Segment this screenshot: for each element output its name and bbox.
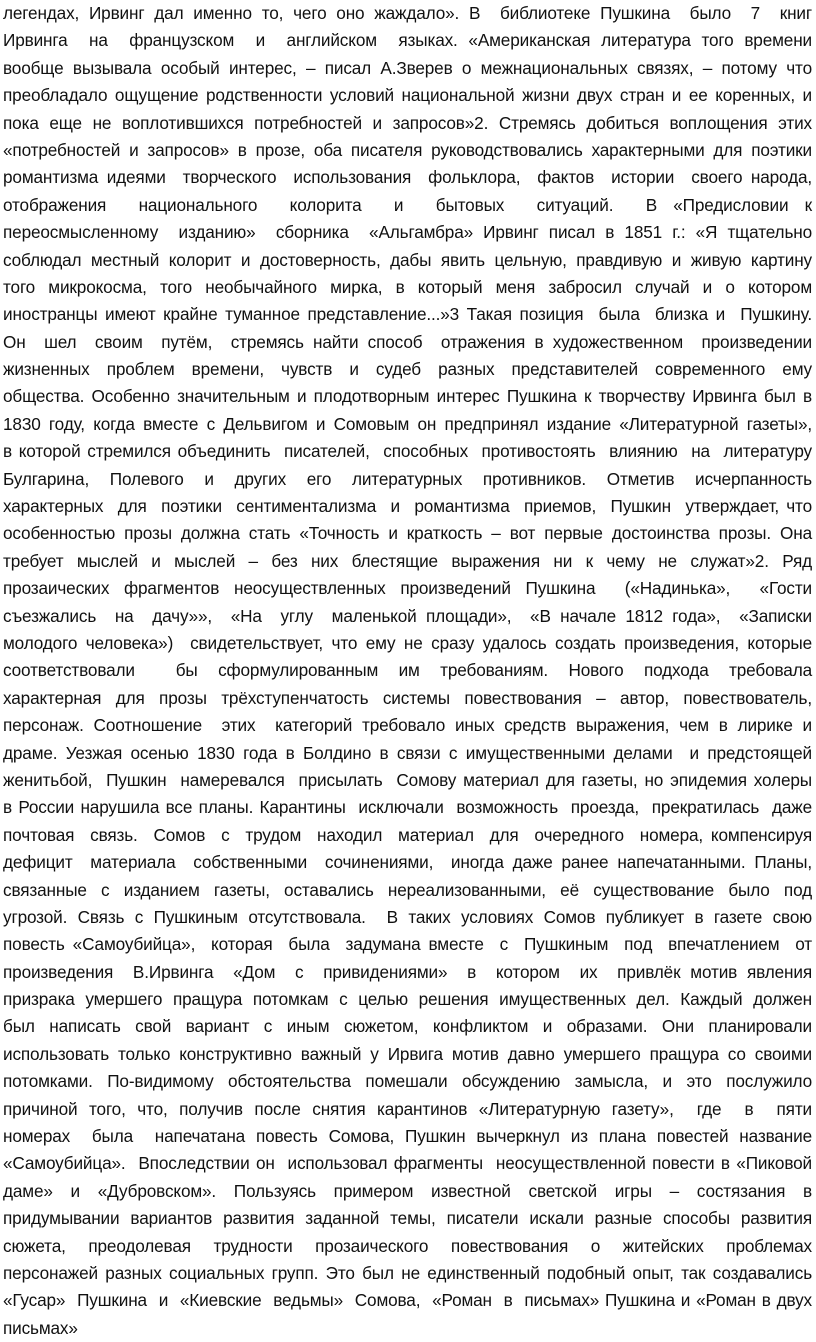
text-line: драме. Уезжая осенью 1830 года в Болдино в связи с имущественными делами и предстоящей (3, 742, 812, 763)
text-line: персонажей разных социальных групп. Это был не единственный подобный опыт, так создавались (3, 1262, 812, 1283)
text-line: придумывании вариантов развития заданной темы, писатели искали разные способы развития (3, 1208, 812, 1229)
text-line: жизненных проблем времени, чувств и судеб разных представителей современного ему (3, 359, 812, 380)
text-line: почтовая связь. Сомов с трудом находил материал для очередного номера, компенсируя (3, 824, 812, 845)
text-line: повесть «Самоубийца», которая была задумана вместе с Пушкиным под впечатлением от (3, 934, 812, 955)
text-line: вообще вызывала особый интерес, – писал А.Зверев о межнациональных связях, – потому что (3, 57, 812, 78)
text-line: преобладало ощущение родственности условий национальной жизни двух стран и ее коренных, и (3, 85, 812, 106)
text-line: «Самоубийца». Впоследствии он использовал фрагменты неосуществленной повести в «Пиковой (3, 1153, 812, 1174)
text-line: сюжета, преодолевая трудности прозаического повествования о житейских проблемах (3, 1235, 812, 1256)
text-line: в России нарушила все планы. Карантины исключали возможность проезда, прекратилась даже (3, 797, 812, 818)
text-line: в которой стремился объединить писателей, способных противостоять влиянию на литературу (3, 441, 812, 462)
text-line: требует мыслей и мыслей – без них блестящие выражения ни к чему не служат»2. Ряд (3, 550, 812, 571)
document-text-body (3, 0, 812, 1342)
text-line: «Гусар» Пушкина и «Киевские ведьмы» Сомова, «Роман в письмах» Пушкина и «Роман в двух (3, 1290, 812, 1311)
text-line: 1830 году, когда вместе с Дельвигом и Сомовым он предпринял издание «Литературной газеты», (3, 413, 812, 434)
text-line: письмах» (3, 1317, 78, 1338)
text-line: угрозой. Связь с Пушкиным отсутствовала. В таких условиях Сомов публикует в газете свою (3, 906, 812, 927)
text-line: легендах, Ирвинг дал именно то, чего оно жаждало». В библиотеке Пушкина было 7 книг (3, 3, 812, 23)
text-line: съезжались на дачу»», «На углу маленькой площади», «В начале 1812 года», «Записки (3, 605, 812, 626)
text-line: связанные с изданием газеты, оставались нереализованными, её существование было под (3, 879, 812, 900)
text-line: соответствовали бы сформулированным им требованиям. Нового подхода требовала (3, 660, 812, 681)
text-line: персонаж. Соотношение этих категорий требовало иных средств выражения, чем в лирике и (3, 715, 812, 736)
text-line: молодого человека») свидетельствует, что ему не сразу удалось создать произведения, которые (3, 632, 812, 653)
text-line: причиной того, что, получив после снятия карантинов «Литературную газету», где в пяти (3, 1098, 812, 1119)
text-line: произведения В.Ирвинга «Дом с привидениями» в котором их привлёк мотив явления (3, 961, 812, 982)
text-line: характерных для поэтики сентиментализма и романтизма приемов, Пушкин утверждает, что (3, 496, 812, 517)
text-line: потомками. По-видимому обстоятельства помешали обсуждению замысла, и это послужило (3, 1071, 812, 1092)
text-line: прозаических фрагментов неосуществленных произведений Пушкина («Надинька», «Гости (3, 578, 812, 599)
text-line: использовать только конструктивно важный у Ирвига мотив давно умершего пращура со своими (3, 1043, 812, 1064)
text-line: характерная для прозы трёхступенчатость системы повествования – автор, повествователь, (3, 687, 812, 708)
text-line: пока еще не воплотившихся потребностей и запросов»2. Стремясь добиться воплощения этих (3, 112, 812, 133)
text-line: того микрокосма, того необычайного мирка, в который меня забросил случай и о котором (3, 276, 812, 297)
text-line: даме» и «Дубровском». Пользуясь примером известной светской игры – состязания в (3, 1180, 812, 1201)
text-line: романтизма идеями творческого использования фольклора, фактов истории своего народа, (3, 167, 812, 188)
text-line: «потребностей и запросов» в прозе, оба писателя руководствовались характерными для поэтики (3, 139, 812, 160)
text-line: призрака умершего пращура потомкам с целью решения имущественных дел. Каждый должен (3, 989, 812, 1010)
text-line: иностранцы имеют крайне туманное представление...»3 Такая позиция была близка и Пушкину. (3, 304, 812, 325)
text-line: Ирвинга на французском и английском языках. «Американская литература того времени (3, 30, 812, 51)
text-line: Он шел своим путём, стремясь найти способ отражения в художественном произведении (3, 331, 812, 352)
text-line: женитьбой, Пушкин намеревался присылать Сомову материал для газеты, но эпидемия холеры (3, 769, 812, 790)
text-line: был написать свой вариант с иным сюжетом, конфликтом и образами. Они планировали (3, 1016, 812, 1037)
text-line: особенностью прозы должна стать «Точность и краткость – вот первые достоинства прозы. Она (3, 523, 812, 544)
text-line: переосмысленному изданию» сборника «Альгамбра» Ирвинг писал в 1851 г.: «Я тщательно (3, 222, 812, 243)
text-line: отображения национального колорита и бытовых ситуаций. В «Предисловии к (3, 194, 812, 215)
text-line: Булгарина, Полевого и других его литературных противников. Отметив исчерпанность (3, 468, 812, 489)
text-line: номерах была напечатана повесть Сомова, Пушкин вычеркнул из плана повестей название (3, 1126, 812, 1147)
text-line: дефицит материала собственными сочинениями, иногда даже ранее напечатанными. Планы, (3, 852, 812, 873)
text-line: общества. Особенно значительным и плодотворным интерес Пушкина к творчеству Ирвинга был в (3, 386, 812, 407)
text-line: соблюдал местный колорит и достоверность, дабы явить цельную, правдивую и живую картину (3, 249, 812, 270)
